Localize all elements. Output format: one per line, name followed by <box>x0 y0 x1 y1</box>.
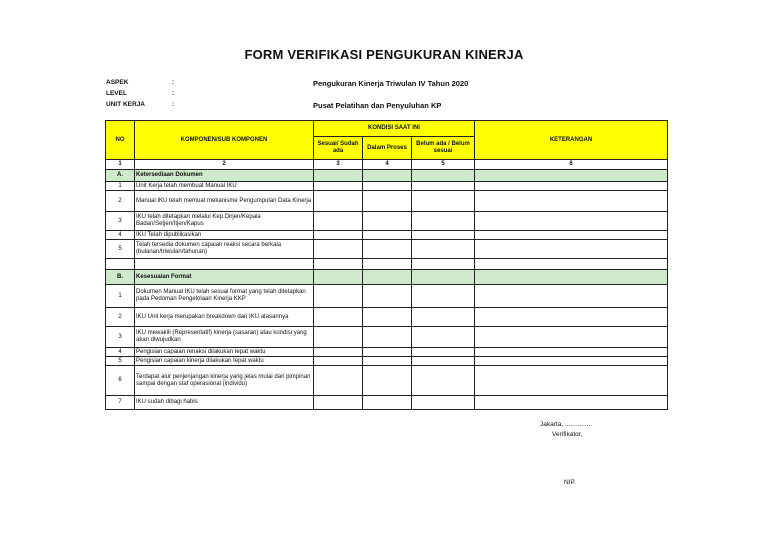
row-number: 1 <box>106 182 135 191</box>
check-cell[interactable] <box>412 357 475 366</box>
check-cell[interactable] <box>412 348 475 357</box>
table-row <box>106 396 668 410</box>
notes-cell[interactable] <box>475 240 668 259</box>
row-text: Pengisian capaian kinerja dilakukan tepat waktu <box>135 357 314 366</box>
row-number: 1 <box>106 285 135 308</box>
check-cell[interactable] <box>412 240 475 259</box>
check-cell[interactable] <box>412 212 475 231</box>
notes-cell[interactable] <box>475 182 668 191</box>
header-condition: KONDISI SAAT INI <box>314 121 475 137</box>
check-cell[interactable] <box>363 212 412 231</box>
meta-colon: : <box>172 79 175 86</box>
section-row <box>106 270 668 285</box>
check-cell[interactable] <box>314 285 363 308</box>
row-text: Unit Kerja telah membuat Manual IKU <box>135 182 314 191</box>
row-number: 2 <box>106 308 135 327</box>
row-number: 4 <box>106 231 135 240</box>
col-number: 3 <box>314 160 363 170</box>
check-cell[interactable] <box>314 240 363 259</box>
row-text: Manual IKU telah memuat mekanisme Pengumpulan Data Kinerja <box>135 191 314 212</box>
check-cell[interactable] <box>363 191 412 212</box>
check-cell[interactable] <box>314 308 363 327</box>
section-label: Ketersediaan Dokumen <box>135 170 314 182</box>
table-row <box>106 182 668 191</box>
check-cell[interactable] <box>363 182 412 191</box>
check-cell[interactable] <box>314 212 363 231</box>
col-number: 4 <box>363 160 412 170</box>
check-cell[interactable] <box>412 231 475 240</box>
meta-label: ASPEK <box>106 79 129 86</box>
notes-cell[interactable] <box>475 348 668 357</box>
notes-cell[interactable] <box>475 357 668 366</box>
check-cell[interactable] <box>363 366 412 396</box>
table-row <box>106 240 668 259</box>
col-number: 2 <box>135 160 314 170</box>
row-number: 5 <box>106 357 135 366</box>
meta-value: Pusat Pelatihan dan Penyuluhan KP <box>313 101 442 110</box>
verification-table <box>105 120 668 410</box>
check-cell[interactable] <box>412 191 475 212</box>
check-cell[interactable] <box>314 231 363 240</box>
meta-colon: : <box>172 90 175 97</box>
check-cell[interactable] <box>363 327 412 348</box>
section-number: B. <box>106 270 135 285</box>
table-row <box>106 231 668 240</box>
form-title: FORM VERIFIKASI PENGUKURAN KINERJA <box>244 47 524 62</box>
row-text: IKU Telah dipublikasikan <box>135 231 314 240</box>
check-cell[interactable] <box>314 327 363 348</box>
check-cell[interactable] <box>412 366 475 396</box>
signature-role: Verifikator, <box>552 431 583 438</box>
notes-cell[interactable] <box>475 366 668 396</box>
notes-cell[interactable] <box>475 212 668 231</box>
check-cell[interactable] <box>314 348 363 357</box>
row-text: IKU telah ditetapkan melalui Kep.Dirjen/Kepala Badan/Setjen/Itjen/Kapus <box>135 212 314 231</box>
row-number: 4 <box>106 348 135 357</box>
header-component: KOMPONEN/SUB KOMPONEN <box>135 121 314 160</box>
notes-cell[interactable] <box>475 191 668 212</box>
table-row <box>106 191 668 212</box>
meta-label: UNIT KERJA <box>106 101 146 108</box>
notes-cell[interactable] <box>475 231 668 240</box>
table-row <box>106 212 668 231</box>
col-number: 6 <box>475 160 668 170</box>
row-number: 5 <box>106 240 135 259</box>
signature-place-date: Jakarta, ............... <box>540 421 593 428</box>
section-label: Kesesuaian Format <box>135 270 314 285</box>
notes-cell[interactable] <box>475 396 668 410</box>
header-notes: KETERANGAN <box>475 121 668 160</box>
row-text: Telah tersedia dokumen capaian reaksi secara berkala (bulanan/triwulan/tahunan) <box>135 240 314 259</box>
header-dalam-proses: Dalam Proses <box>363 137 412 160</box>
check-cell[interactable] <box>314 182 363 191</box>
row-text: Dokumen Manual IKU telah sesuai format yang telah ditetapkan pada Pedoman Pengelolaan Kinerja KKP <box>135 285 314 308</box>
col-number: 1 <box>106 160 135 170</box>
check-cell[interactable] <box>363 357 412 366</box>
check-cell[interactable] <box>314 396 363 410</box>
header-sesuai: Sesuai/ Sudah ada <box>314 137 363 160</box>
check-cell[interactable] <box>412 327 475 348</box>
row-text: IKU Unit kerja merupakan breakdown dari IKU atasannya <box>135 308 314 327</box>
check-cell[interactable] <box>363 240 412 259</box>
check-cell[interactable] <box>363 348 412 357</box>
table-row <box>106 348 668 357</box>
col-number: 5 <box>412 160 475 170</box>
row-number: 2 <box>106 191 135 212</box>
table-row <box>106 285 668 308</box>
meta-value: Pengukuran Kinerja Triwulan IV Tahun 2020 <box>313 79 469 88</box>
section-number: A. <box>106 170 135 182</box>
check-cell[interactable] <box>412 308 475 327</box>
table-row <box>106 366 668 396</box>
check-cell[interactable] <box>314 191 363 212</box>
table-row <box>106 327 668 348</box>
signature-nip: NIP. <box>564 479 576 486</box>
notes-cell[interactable] <box>475 327 668 348</box>
meta-label: LEVEL <box>106 90 127 97</box>
row-number: 7 <box>106 396 135 410</box>
check-cell[interactable] <box>363 396 412 410</box>
check-cell[interactable] <box>412 396 475 410</box>
table-row <box>106 308 668 327</box>
empty-row <box>106 259 668 270</box>
check-cell[interactable] <box>412 285 475 308</box>
notes-cell[interactable] <box>475 308 668 327</box>
check-cell[interactable] <box>314 366 363 396</box>
check-cell[interactable] <box>363 231 412 240</box>
table-row <box>106 357 668 366</box>
meta-colon: : <box>172 101 175 108</box>
row-text: Pengisian capaian renaksi dilakukan tepat waktu <box>135 348 314 357</box>
row-text: IKU sudah dibagi habis <box>135 396 314 410</box>
header-no: NO <box>106 121 135 160</box>
row-number: 3 <box>106 327 135 348</box>
check-cell[interactable] <box>412 182 475 191</box>
header-belum-ada: Belum ada / Belum sesuai <box>412 137 475 160</box>
row-text: IKU mewakili (Representatif) kinerja (sasaran) atau kondisi yang akan diwujudkan <box>135 327 314 348</box>
notes-cell[interactable] <box>475 285 668 308</box>
check-cell[interactable] <box>314 357 363 366</box>
section-row <box>106 170 668 182</box>
check-cell[interactable] <box>363 285 412 308</box>
row-text: Terdapat alur penjenjangan kinerja yang jelas mulai dari pimpinan sampai dengan staf operasional (individu) <box>135 366 314 396</box>
check-cell[interactable] <box>363 308 412 327</box>
row-number: 3 <box>106 212 135 231</box>
row-number: 6 <box>106 366 135 396</box>
